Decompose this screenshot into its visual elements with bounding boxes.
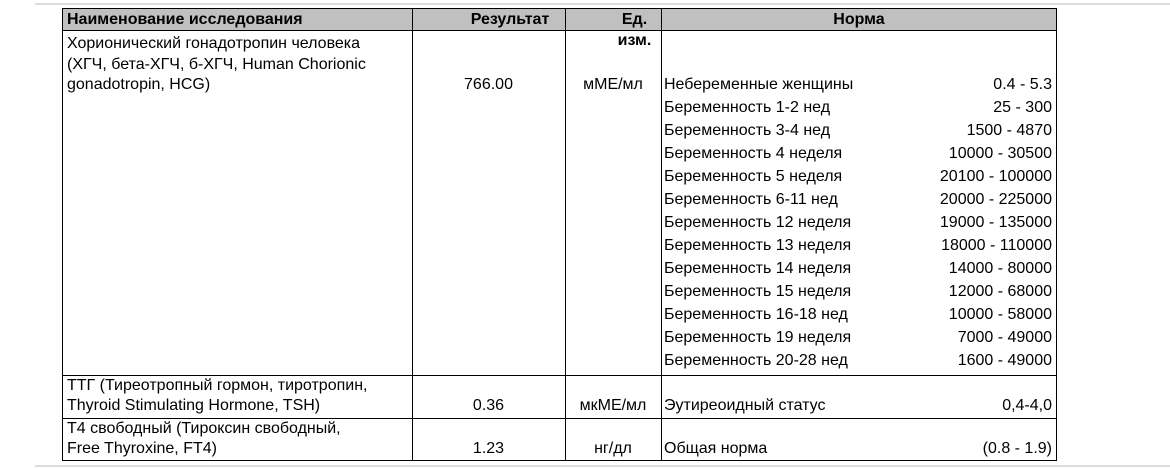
header-unit: Ед. изм. [617,11,652,49]
norm-range: 7000 - 49000 [957,329,1052,346]
norm-label: Беременность 3-4 нед [664,122,831,139]
norm-range: 19000 - 135000 [939,214,1052,231]
norm-range: 1600 - 49000 [957,352,1052,369]
norm-label: Беременность 15 неделя [664,283,852,300]
norm-range: 1500 - 4870 [966,122,1052,139]
norm-range: 0.4 - 5.3 [993,76,1052,93]
norm-label: Эутиреоидный статус [664,397,826,414]
test-name: Т4 свободный (Тироксин свободный, [67,420,341,437]
bottom-separator [35,465,1170,467]
norm-range: 18000 - 110000 [941,237,1052,254]
test-unit: нг/дл [594,440,632,457]
norm-label: Беременность 20-28 нед [664,352,848,369]
test-name: Thyroid Stimulating Hormone, TSH) [67,397,321,414]
norm-range: 25 - 300 [993,99,1052,116]
norm-label: Беременность 12 неделя [664,214,852,231]
header-norm: Норма [833,11,885,28]
norm-range: 0,4-4,0 [1002,397,1052,414]
norm-label: Беременность 5 неделя [664,168,843,185]
norm-label: Беременность 4 неделя [664,145,843,162]
norm-range: 10000 - 30500 [948,145,1052,162]
norm-label: Беременность 16-18 нед [664,306,848,323]
results-table [62,8,1057,461]
norm-label: Общая норма [664,440,768,457]
test-name: gonadotropin, HCG) [67,76,211,93]
norm-range: 10000 - 58000 [948,306,1052,323]
test-unit: мМЕ/мл [583,76,643,93]
norm-range: 14000 - 80000 [948,260,1052,277]
test-result: 766.00 [464,76,513,93]
norm-range: 20100 - 100000 [939,168,1052,185]
test-name: ТТГ (Тиреотропный гормон, тиротропин, [67,377,368,394]
norm-range: 12000 - 68000 [948,283,1052,300]
norm-label: Беременность 6-11 нед [664,191,838,208]
header-result: Результат [470,11,550,28]
top-separator [35,3,1170,5]
norm-range: 20000 - 225000 [939,191,1052,208]
header-name: Наименование исследования [67,11,303,28]
test-name: (ХГЧ, бета-ХГЧ, б-ХГЧ, Human Chorionic [67,55,366,73]
test-result: 0.36 [472,397,505,414]
test-name: Хорионический гонадотропин человека [67,35,361,52]
test-name: Free Thyroxine, FT4) [67,440,217,457]
column-divider [661,9,662,460]
norm-label: Небеременные женщины [664,76,854,93]
norm-label: Беременность 19 неделя [664,329,852,346]
test-result: 1.23 [472,440,505,457]
norm-label: Беременность 14 неделя [664,260,852,277]
norm-label: Беременность 1-2 нед [664,99,831,116]
test-unit: мкМЕ/мл [579,397,647,414]
norm-label: Беременность 13 неделя [664,237,852,254]
norm-range: (0.8 - 1.9) [982,440,1052,457]
